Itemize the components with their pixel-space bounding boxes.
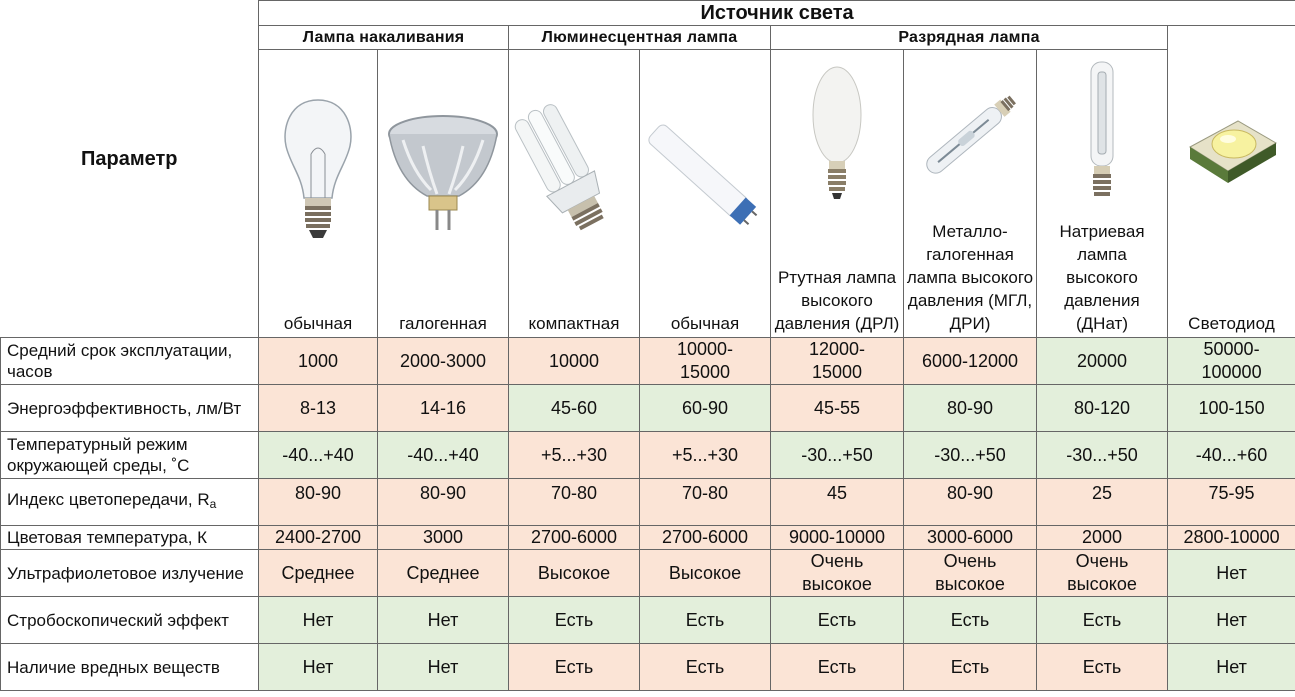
table-title: Источник света [259,1,1295,26]
table-cell: 2700-6000 [509,526,640,550]
group-discharge: Разрядная лампа [771,26,1168,50]
table-cell: Есть [771,597,904,644]
table-cell: 2700-6000 [640,526,771,550]
table-cell: 9000-10000 [771,526,904,550]
row-label: Цветовая температура, К [1,526,259,550]
column-name: Натриевая лампа высокого давления (ДНат) [1059,222,1145,333]
table-cell: Нет [378,644,509,691]
table-cell: 2400-2700 [259,526,378,550]
table-cell: 60-90 [640,385,771,432]
table-cell: 2800-10000 [1168,526,1295,550]
table-cell: 50000-100000 [1168,338,1295,385]
table-cell: Среднее [259,550,378,597]
table-cell: 70-80 [509,479,640,526]
row-label: Средний срок эксплуатации, часов [1,338,259,385]
incandescent-bulb-icon [259,84,377,274]
table-cell: 3000 [378,526,509,550]
column-discharge-sodium [1037,50,1168,338]
table-cell: Очень высокое [771,550,904,597]
column-discharge-metal-halide [904,50,1037,338]
table-cell: 80-90 [904,479,1037,526]
table-row [1,385,1295,432]
column-name: галогенная [399,314,487,333]
led-chip-icon [1168,54,1295,244]
table-cell: 10000 [509,338,640,385]
table-cell: 45 [771,479,904,526]
table-cell: -30...+50 [771,432,904,479]
table-cell: 80-90 [904,385,1037,432]
parameter-header [1,1,259,338]
table-cell: Высокое [509,550,640,597]
table-cell: -30...+50 [1037,432,1168,479]
table-cell: 20000 [1037,338,1168,385]
table-row [1,644,1295,691]
table-cell: +5...+30 [509,432,640,479]
column-incandescent-regular [259,50,378,338]
table-cell: Есть [640,597,771,644]
table-cell: 14-16 [378,385,509,432]
table-cell: Высокое [640,550,771,597]
column-led [1168,26,1295,338]
compact-fluorescent-lamp-icon [509,80,639,270]
fluorescent-tube-icon [640,82,770,272]
table-cell: Есть [771,644,904,691]
table-cell: 25 [1037,479,1168,526]
row-label: Температурный режим окружающей среды, ˚С [1,432,259,479]
table-row [1,597,1295,644]
table-cell: Есть [509,597,640,644]
table-cell: Среднее [378,550,509,597]
table-cell: 10000-15000 [640,338,771,385]
table-cell: 45-55 [771,385,904,432]
column-name: Светодиод [1188,314,1275,333]
row-label: Энергоэффективность, лм/Вт [1,385,259,432]
table-cell: Нет [378,597,509,644]
table-cell: Нет [1168,644,1295,691]
row-label-subscript: a [209,497,217,511]
table-cell: 80-90 [259,479,378,526]
table-cell: 100-150 [1168,385,1295,432]
mercury-vapor-lamp-icon [771,58,903,218]
table-cell: -40...+40 [259,432,378,479]
table-cell: Нет [259,644,378,691]
table-cell: 80-120 [1037,385,1168,432]
table-cell: 70-80 [640,479,771,526]
table-cell: 12000-15000 [771,338,904,385]
table-cell: 3000-6000 [904,526,1037,550]
row-label: Стробоскопический эффект [1,597,259,644]
row-label-main: Индекс цветопередачи, R [7,490,210,509]
table-cell: 45-60 [509,385,640,432]
halogen-reflector-lamp-icon [378,80,508,270]
table-row [1,479,1295,526]
row-label: Ультрафиолетовое излучение [1,550,259,597]
group-fluorescent: Люминесцентная лампа [509,26,771,50]
column-name: Ртутная лампа высокого давления (ДРЛ) [774,268,900,333]
table-cell: 8-13 [259,385,378,432]
column-name: Металло-галогенная лампа высокого давления (МГЛ, ДРИ) [906,222,1034,333]
table-cell: 6000-12000 [904,338,1037,385]
table-cell: Есть [1037,597,1168,644]
table-cell: Нет [1168,597,1295,644]
table-cell: 2000 [1037,526,1168,550]
table-cell: Очень высокое [904,550,1037,597]
table-cell: Очень высокое [1037,550,1168,597]
table-cell: 80-90 [378,479,509,526]
table-row [1,526,1295,550]
table-row [1,338,1295,385]
metal-halide-lamp-icon [904,58,1036,218]
table-cell: Нет [1168,550,1295,597]
row-label: Наличие вредных веществ [1,644,259,691]
column-name: обычная [670,314,740,333]
table-cell: -40...+40 [378,432,509,479]
column-discharge-mercury [771,50,904,338]
table-cell: 75-95 [1168,479,1295,526]
table-cell: Есть [640,644,771,691]
table-row [1,550,1295,597]
table-cell: Нет [259,597,378,644]
table-cell: -40...+60 [1168,432,1295,479]
group-incandescent: Лампа накаливания [259,26,509,50]
table-cell: +5...+30 [640,432,771,479]
table-row [1,432,1295,479]
table-cell: Есть [904,644,1037,691]
row-label [1,479,259,526]
column-incandescent-halogen [378,50,509,338]
table-cell: 1000 [259,338,378,385]
sodium-lamp-icon [1037,58,1167,208]
column-fluorescent-compact [509,50,640,338]
parameter-label: Параметр [80,148,178,171]
column-name: компактная [528,314,620,333]
table-cell: -30...+50 [904,432,1037,479]
table-cell: Есть [509,644,640,691]
column-name: обычная [283,314,353,333]
table-cell: 2000-3000 [378,338,509,385]
table-cell: Есть [904,597,1037,644]
table-cell: Есть [1037,644,1168,691]
column-fluorescent-regular [640,50,771,338]
